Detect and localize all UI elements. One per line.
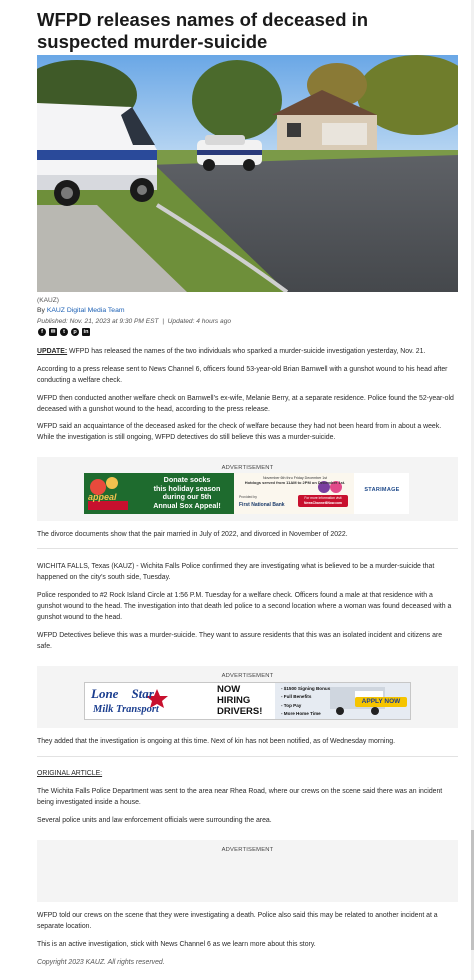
twitter-icon[interactable]: t bbox=[60, 328, 68, 336]
ad1-headline: Donate socks this holiday season during our 5th Annual Sox Appeal! bbox=[153, 475, 221, 510]
ad1-info: For more information visit NewsChannel6Now.com bbox=[304, 496, 342, 505]
ad1-dates: November 6th thru Friday December 1st Hotdogs served from 11AM to 2PM on December 1st. bbox=[244, 476, 346, 485]
linkedin-icon[interactable]: in bbox=[83, 329, 89, 335]
original-article-label: ORIGINAL ARTICLE: bbox=[37, 770, 103, 777]
photo-credit: (KAUZ) bbox=[37, 297, 59, 304]
date-separator: | bbox=[162, 318, 164, 325]
paragraph: Police responded to #2 Rock Island Circle at 1:56 P.M. Tuesday for a welfare check. Officers found a male at that residence with a gunshot wound to the head. The investigation into that death led police to a second location where a woman was found deceased with a gunshot wound to the head. bbox=[37, 592, 452, 621]
paragraph: WFPD told our crews on the scene that they were investigating a death. Police also said this may be related to another incident at a separate location. bbox=[37, 912, 438, 930]
share-bar bbox=[38, 328, 90, 336]
ad2-brand-sub: Milk Transport bbox=[93, 704, 159, 715]
ad-label: ADVERTISEMENT bbox=[221, 673, 274, 679]
paragraph: Several police units and law enforcement officials were surrounding the area. bbox=[37, 817, 272, 824]
update-label: UPDATE: bbox=[37, 348, 68, 355]
copyright: Copyright 2023 KAUZ. All rights reserved. bbox=[37, 959, 165, 966]
byline-prefix: By bbox=[37, 307, 45, 314]
byline bbox=[37, 306, 125, 315]
paragraph: The Wichita Falls Police Department was sent to the area near Rhea Road, where our crews on the scene said there was an incident being investigated inside a house. bbox=[37, 788, 443, 806]
email-icon[interactable]: ✉ bbox=[50, 329, 56, 335]
ad2-apply-button[interactable]: APPLY NOW bbox=[361, 698, 401, 705]
divider bbox=[37, 756, 458, 757]
ad1-provided-by: Provided by bbox=[239, 495, 257, 499]
ad-banner-lone-star[interactable] bbox=[84, 682, 411, 720]
updated-date: Updated: 4 hours ago bbox=[167, 318, 232, 325]
ad1-brand: STARIMAGE bbox=[364, 487, 400, 493]
ad-label: ADVERTISEMENT bbox=[221, 465, 274, 471]
paragraph: They added that the investigation is ongoing at this time. Next of kin has not been notified, as of Wednesday morning. bbox=[37, 738, 396, 745]
appeal-logo: appeal bbox=[88, 492, 117, 502]
paragraph: According to a press release sent to News Channel 6, officers found 53-year-old Brian Barnwell with a gunshot wound to his head after conducting a welfare check. bbox=[37, 366, 448, 384]
paragraph: The divorce documents show that the pair married in July of 2022, and divorced in November of 2022. bbox=[37, 531, 348, 538]
hero-photo bbox=[37, 55, 458, 292]
pinterest-icon[interactable]: p bbox=[71, 328, 79, 336]
paragraph: WFPD then conducted another welfare check on Barnwell’s ex-wife, Melanie Berry, at a separate residence. Police found the 52-year-old deceased with a gunshot wound to the head, according to the press release. bbox=[37, 395, 454, 413]
paragraph-update bbox=[37, 346, 455, 357]
author-link[interactable]: KAUZ Digital Media Team bbox=[46, 307, 125, 314]
article-headline: WFPD releases names of deceased in suspected murder-suicide bbox=[37, 9, 369, 52]
update-text: WFPD has released the names of the two individuals who sparked a murder-suicide investigation yesterday, Nov. 21. bbox=[69, 348, 426, 355]
facebook-icon[interactable]: f bbox=[38, 328, 46, 336]
divider bbox=[37, 548, 458, 549]
paragraph: WFPD said an acquaintance of the deceased asked for the check of welfare because they had not been heard from in about a week. While the investigation is still ongoing, WFPD detectives do still believe this was a murder-suicide. bbox=[37, 423, 442, 441]
paragraph: WFPD Detectives believe this was a murder-suicide. They want to assure residents that this was an isolated incident and citizens are safe. bbox=[37, 632, 443, 650]
ad2-perks: - $1500 Signing Bonus - Full Benefits - Top Pay - More Home Time bbox=[281, 686, 331, 717]
ad-banner-sox-appeal[interactable] bbox=[84, 473, 409, 514]
published-date: Published: Nov. 21, 2023 at 9:30 PM EST bbox=[37, 318, 159, 325]
dateline bbox=[37, 317, 231, 326]
ad1-sponsor: First National Bank bbox=[239, 502, 285, 508]
paragraph: WICHITA FALLS, Texas (KAUZ) - Wichita Falls Police confirmed they are investigating what is believed to be a murder-suicide that happened on the city’s south side, Tuesday. bbox=[37, 563, 435, 581]
ad2-brand: Lone Star bbox=[91, 686, 154, 701]
ad-container-empty bbox=[37, 840, 458, 902]
ad2-now-hiring: NOW HIRING DRIVERS! bbox=[217, 684, 263, 717]
paragraph: This is an active investigation, stick with News Channel 6 as we learn more about this story. bbox=[37, 941, 316, 948]
ad-label: ADVERTISEMENT bbox=[221, 847, 274, 853]
